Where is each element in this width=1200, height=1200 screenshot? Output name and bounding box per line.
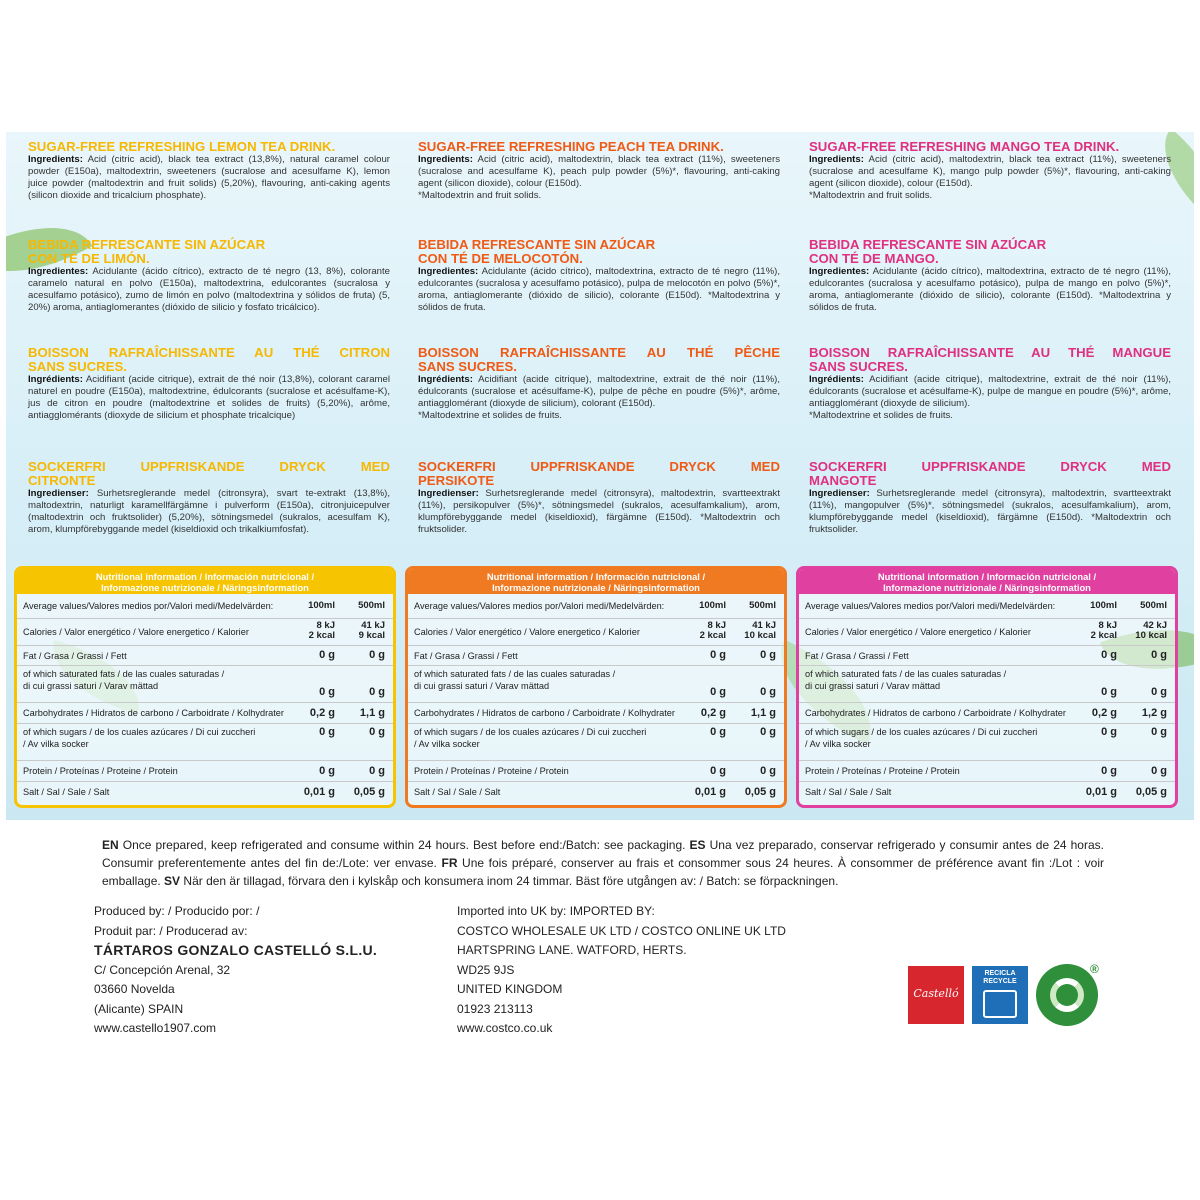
lemon-title-fr: BOISSON RAFRAÎCHISSANTE AU THÉ CITRON	[28, 345, 390, 360]
lemon-title-fr-2: SANS SUCRES.	[28, 359, 127, 374]
value-500ml: 0 g	[369, 649, 385, 661]
value-500ml: 500ml	[749, 599, 776, 611]
nutrient-label-line: / Av vilka socker	[23, 739, 89, 749]
producer-info	[94, 902, 444, 1039]
protein-row	[799, 761, 1175, 782]
value-100ml: 0 g	[319, 649, 335, 661]
nutrition-table-header	[408, 569, 784, 594]
nutrition-table-header	[17, 569, 393, 594]
value-500ml: 1,2 g	[1141, 706, 1167, 719]
peach-en-block	[418, 140, 780, 206]
importer-label: Imported into UK by: IMPORTED BY:	[457, 904, 655, 918]
peach-title-es-2: CON TÉ DE MELOCOTÓN.	[418, 251, 583, 266]
importer-phone: 01923 213113	[457, 1001, 533, 1016]
nutrient-label	[414, 668, 684, 692]
fat-row	[799, 646, 1175, 666]
recycle-label-1: RECICLA	[984, 970, 1016, 977]
nutrient-label-line: Fat / Grasa / Grassi / Fett	[414, 650, 518, 661]
nutrient-label-line: Salt / Sal / Sale / Salt	[805, 787, 892, 797]
nutrient-label-line: of which saturated fats / de las cuales saturadas /	[414, 669, 616, 679]
energy-100ml	[680, 621, 726, 641]
avg-row	[17, 594, 393, 619]
lemon-ingredients-sv: Ingredienser: Surhetsreglerande medel (citronsyra), svart te-extrakt (13,8%), maltodextrin, naturligt karamellfärgämne i pulverform (E150a), citronjuicepulver (maltodextrin och fruktsolider) (5,20%), sötningsmedel (sukralos, acesulfam K), arom, klumpförebyggande medel (kiseldioxid och trikalkiumfosfat).	[28, 488, 390, 535]
value-500ml: 0 g	[1151, 649, 1167, 661]
recycle-label-2: RECYCLE	[983, 978, 1017, 985]
lemon-sv-block	[28, 460, 390, 540]
energy-kcal: 9 kcal	[358, 630, 385, 641]
mango-nutrition-table	[796, 566, 1178, 808]
nutrient-label	[23, 786, 293, 798]
lemon-title-es: BEBIDA REFRESCANTE SIN AZÚCAR	[28, 237, 266, 252]
energy-kcal: 10 kcal	[744, 630, 776, 641]
nutrient-label	[805, 786, 1075, 798]
value-500ml: 0 g	[369, 764, 385, 777]
producer-address-2: 03660 Novelda	[94, 982, 175, 996]
nutrient-label	[23, 626, 293, 638]
nutrient-label-line: di cui grassi saturi / Varav mättad	[23, 681, 159, 691]
lemon-title-sv: SOCKERFRI UPPFRISKANDE DRYCK MED	[28, 459, 390, 474]
value-100ml: 0,2 g	[1091, 706, 1117, 719]
value-100ml: 0,01 g	[1085, 785, 1117, 798]
energy-kj: 41 kJ	[361, 620, 385, 631]
storage-text-fr: Une fois préparé, conserver au frais et consommer sous 24 heures. À consommer de préférence avant fin :/Lot : voir emballage.	[102, 856, 1104, 888]
producer-address-3: (Alicante) SPAIN	[94, 1001, 184, 1016]
nutrient-label-line: Calories / Valor energético / Valore energetico / Kalorier	[805, 627, 1031, 637]
mango-title-es-2: CON TÉ DE MANGO.	[809, 251, 939, 266]
nutrition-header-line-1: Nutritional information / Información nutricional /	[95, 571, 315, 582]
nutrient-label	[414, 626, 684, 638]
lang-code-fr: FR	[441, 856, 458, 870]
protein-row	[408, 761, 784, 782]
nutrition-header-line-1: Nutritional information / Información nutricional /	[486, 571, 706, 582]
mango-note-fr: *Maltodextrine et solides de fruits.	[809, 410, 953, 421]
avg-row	[408, 594, 784, 619]
value-100ml: 0 g	[1101, 726, 1117, 738]
peach-sv-block	[418, 460, 780, 540]
nutrient-label-line: Calories / Valor energético / Valore energetico / Kalorier	[23, 627, 249, 637]
peach-note-fr: *Maltodextrine et solides de fruits.	[418, 410, 562, 421]
recycle-logo	[972, 966, 1028, 1024]
lemon-ingredients-es: Ingredientes: Acidulante (ácido cítrico), extracto de té negro (13, 8%), colorante caramelo natural en polvo (E150a), maltodextrina, edulcorantes (sucralosa y acesulfamo potásico), zumo de limón en polvo (maltodextrina y sólidos de fruta) (5, 20%) aroma, antiaglomerantes (dióxido de silicio y fosfato tricálcico).	[28, 266, 390, 313]
nutrient-label-line: Fat / Grasa / Grassi / Fett	[805, 650, 909, 661]
value-100ml: 0 g	[710, 686, 726, 698]
nutrient-label	[414, 786, 684, 798]
nutrient-label	[414, 650, 684, 662]
storage-instructions	[102, 836, 1104, 890]
carbohydrates-row	[17, 703, 393, 724]
saturated-row	[799, 666, 1175, 703]
mango-ingredients-sv: Ingredienser: Surhetsreglerande medel (citronsyra), maltodextrin, svartteextrakt (11%), mangopulver (5%)*, sötningsmedel (sukralos, acesulfamkalium), arom, klumpförebyggande medel (kiseldioxid), färgämne (E150d). *Maltodextrin och fruktsolider.	[809, 488, 1171, 535]
energy-kj: 42 kJ	[1143, 620, 1167, 631]
value-500ml: 0,05 g	[353, 785, 385, 798]
value-500ml: 0 g	[369, 726, 385, 738]
nutrition-header-line-1: Nutritional information / Información nutricional /	[877, 571, 1097, 582]
lemon-es-block	[28, 238, 390, 318]
value-100ml: 0 g	[1101, 649, 1117, 661]
nutrient-label-line: Average values/Valores medios por/Valori medi/Medelvärden:	[805, 601, 1056, 611]
lemon-title-en: SUGAR-FREE REFRESHING LEMON TEA DRINK.	[28, 139, 336, 154]
lemon-nutrition-table	[14, 566, 396, 808]
nutrient-label-line: / Av vilka socker	[805, 739, 871, 749]
peach-title-sv: SOCKERFRI UPPFRISKANDE DRYCK MED	[418, 459, 780, 474]
importer-info	[457, 902, 837, 1039]
storage-text-es: Una vez preparado, conservar refrigerado y consumir antes de 24 horas. Consumir preferentemente antes del fin de:/Lote: ver envase.	[102, 838, 1104, 870]
mango-ingredients-fr: Ingrédients: Acidifiant (acide citrique), maltodextrine, extrait de thé noir (11%), édulcorants (sucralose et acésulfame-K), pulpe de mangue en poudre (5%)*, arôme, antiagglomérant (dioxyde de silicium).	[809, 374, 1171, 409]
nutrient-label-line: Carbohydrates / Hidratos de carbono / Carboidrate / Kolhydrater	[23, 708, 284, 718]
value-500ml: 0,05 g	[1135, 785, 1167, 798]
salt-row	[17, 782, 393, 802]
mango-title-es: BEBIDA REFRESCANTE SIN AZÚCAR	[809, 237, 1047, 252]
mango-fr-block	[809, 346, 1171, 426]
nutrient-label	[23, 650, 293, 662]
value-500ml: 0 g	[1151, 764, 1167, 777]
saturated-row	[408, 666, 784, 703]
value-100ml: 0 g	[710, 764, 726, 777]
peach-ingredients-fr: Ingrédients: Acidifiant (acide citrique), maltodextrine, extrait de thé noir (11%), édulcorants (sucralose et acésulfame-K), pulpe de pêche en poudre (5%)*, arôme, antiagglomérant (dioxyde de silicium), colorant (E150d).	[418, 374, 780, 409]
lemon-title-sv-2: CITRONTE	[28, 473, 96, 488]
mango-ingredients-en: Ingredients: Acid (citric acid), maltodextrin, black tea extract (11%), sweeteners (sucralose and acesulfame K), mango pulp powder (5%)*, flavouring, anti-caking agent (silicon dioxide), colour (E150d).	[809, 154, 1171, 189]
nutrient-label-line: Salt / Sal / Sale / Salt	[414, 787, 501, 797]
peach-title-fr-2: SANS SUCRES.	[418, 359, 517, 374]
lang-code-en: EN	[102, 838, 119, 852]
nutrient-label-line: Calories / Valor energético / Valore energetico / Kalorier	[414, 627, 640, 637]
lemon-ingredients-en: Ingredients: Acid (citric acid), black tea extract (13,8%), natural caramel colour powder (E150a), maltodextrin, sweeteners (sucralose and acesulfame K), lemon juice powder (maltodextrin and fruit solids) (5,20%), flavouring, anti-caking agents (silicon dioxide and tricalcium phosphate).	[28, 154, 390, 201]
energy-500ml	[728, 621, 776, 641]
lemon-fr-block	[28, 346, 390, 426]
nutrient-label-line: of which sugars / de los cuales azúcares / Di cui zuccheri	[23, 727, 256, 737]
nutrition-header-line-2: Informazione nutrizionale / Näringsinformation	[883, 581, 1091, 593]
energy-500ml	[1119, 621, 1167, 641]
value-500ml: 1,1 g	[750, 706, 776, 719]
mango-es-block	[809, 238, 1171, 318]
lemon-ingredients-fr: Ingrédients: Acidifiant (acide citrique), extrait de thé noir (13,8%), colorant caramel naturel en poudre (E150a), maltodextrine, édulcorants (sucralose et acésulfame-K), jus de citron en poudre (maltodextrine et solides de fruits) (5,20%), arôme, antiagglomérants (dioxyde de silicium et phosphate tricalcique)	[28, 374, 390, 421]
nutrient-label	[805, 600, 1075, 612]
mango-title-sv: SOCKERFRI UPPFRISKANDE DRYCK MED	[809, 459, 1171, 474]
nutrient-label	[805, 707, 1075, 719]
nutrient-label-line: of which sugars / de los cuales azúcares / Di cui zuccheri	[414, 727, 647, 737]
mango-title-fr: BOISSON RAFRAÎCHISSANTE AU THÉ MANGUE	[809, 345, 1171, 360]
registered-mark: ®	[1090, 962, 1099, 976]
avg-row	[799, 594, 1175, 619]
storage-text-sv: När den är tillagad, förvara den i kylskåp och konsumera inom 24 timmar. Bäst före utgången av: / Batch: se förpackningen.	[180, 874, 839, 888]
mango-en-block	[809, 140, 1171, 206]
value-100ml: 0 g	[319, 686, 335, 698]
value-100ml: 0,01 g	[303, 785, 335, 798]
value-100ml: 0,2 g	[700, 706, 726, 719]
mango-ingredients-es: Ingredientes: Acidulante (ácido cítrico), maltodextrina, extracto de té negro (11%), edulcorantes (sucralosa y acesulfamo potásico), pulpa de mango en polvo (5%)*, aroma, antiaglomerante (dióxido de silicio), colorante (E150d). *Maltodextrina y sólidos de fruta.	[809, 266, 1171, 313]
carbohydrates-row	[799, 703, 1175, 724]
salt-row	[799, 782, 1175, 802]
energy-kcal: 2 kcal	[699, 630, 726, 641]
energy-kj: 41 kJ	[752, 620, 776, 631]
nutrition-table-header	[799, 569, 1175, 594]
peach-title-en: SUGAR-FREE REFRESHING PEACH TEA DRINK.	[418, 139, 724, 154]
lemon-title-es-2: CON TÉ DE LIMÓN.	[28, 251, 150, 266]
nutrient-label-line: Carbohydrates / Hidratos de carbono / Carboidrate / Kolhydrater	[805, 708, 1066, 718]
energy-500ml	[337, 621, 385, 641]
nutrient-label	[805, 668, 1075, 692]
nutrient-label	[414, 707, 684, 719]
value-500ml: 0,05 g	[744, 785, 776, 798]
nutrient-label-line: Protein / Proteínas / Proteine / Protein	[414, 766, 569, 776]
energy-kj: 8 kJ	[316, 620, 335, 631]
value-500ml: 500ml	[1140, 599, 1167, 611]
mango-note-en: *Maltodextrin and fruit solids.	[809, 190, 933, 201]
sugars-row	[408, 724, 784, 761]
value-500ml: 0 g	[760, 726, 776, 738]
nutrient-label-line: Fat / Grasa / Grassi / Fett	[23, 650, 127, 661]
nutrient-label-line: / Av vilka socker	[414, 739, 480, 749]
nutrient-label	[23, 668, 293, 692]
peach-es-block	[418, 238, 780, 318]
nutrient-label-line: Average values/Valores medios por/Valori medi/Medelvärden:	[23, 601, 274, 611]
producer-label-2: Produit par: / Producerad av:	[94, 923, 248, 938]
mango-sv-block	[809, 460, 1171, 540]
producer-website: www.castello1907.com	[94, 1021, 217, 1035]
nutrient-label	[23, 600, 293, 612]
nutrient-label	[23, 726, 293, 750]
nutrient-label-line: of which saturated fats / de las cuales saturadas /	[23, 669, 225, 679]
value-500ml: 0 g	[369, 686, 385, 698]
value-500ml: 0 g	[760, 686, 776, 698]
castello-logo: Castelló	[908, 966, 964, 1024]
nutrient-label	[414, 765, 684, 777]
mango-title-fr-2: SANS SUCRES.	[809, 359, 908, 374]
nutrient-label	[805, 765, 1075, 777]
nutrient-label-line: of which saturated fats / de las cuales saturadas /	[805, 669, 1007, 679]
value-100ml: 100ml	[699, 599, 726, 611]
value-500ml: 1,1 g	[359, 706, 385, 719]
nutrient-label	[23, 765, 293, 777]
producer-name: TÁRTAROS GONZALO CASTELLÓ S.L.U.	[94, 942, 378, 958]
mango-title-en: SUGAR-FREE REFRESHING MANGO TEA DRINK.	[809, 139, 1120, 154]
energy-kcal: 2 kcal	[308, 630, 335, 641]
value-500ml: 0 g	[760, 649, 776, 661]
nutrient-label	[805, 650, 1075, 662]
nutrient-label	[414, 726, 684, 750]
peach-note-en: *Maltodextrin and fruit solids.	[418, 190, 542, 201]
energy-kj: 8 kJ	[1098, 620, 1117, 631]
nutrient-label-line: di cui grassi saturi / Varav mättad	[805, 681, 941, 691]
value-500ml: 0 g	[1151, 726, 1167, 738]
lemon-en-block	[28, 140, 390, 206]
lang-code-sv: SV	[164, 874, 181, 888]
value-100ml: 0 g	[319, 726, 335, 738]
value-500ml: 0 g	[760, 764, 776, 777]
energy-100ml	[289, 621, 335, 641]
peach-title-sv-2: PERSIKOTE	[418, 473, 495, 488]
value-100ml: 0 g	[710, 726, 726, 738]
nutrition-header-line-2: Informazione nutrizionale / Näringsinformation	[101, 581, 309, 593]
nutrition-header-line-2: Informazione nutrizionale / Näringsinformation	[492, 581, 700, 593]
energy-kcal: 10 kcal	[1135, 630, 1167, 641]
value-100ml: 0,2 g	[309, 706, 335, 719]
lang-code-es: ES	[689, 838, 706, 852]
energy-kj: 8 kJ	[707, 620, 726, 631]
peach-ingredients-es: Ingredientes: Acidulante (ácido cítrico), maltodextrina, extracto de té negro (11%), edulcorantes (sucralosa y acesulfamo potásico), pulpa de melocotón en polvo (5%)*, aroma, antiaglomerante (dióxido de silicio), colorante (E150d). *Maltodextrina y sólidos de fruta.	[418, 266, 780, 313]
value-100ml: 0 g	[710, 649, 726, 661]
energy-100ml	[1071, 621, 1117, 641]
recycle-bin-icon	[983, 990, 1017, 1018]
fat-row	[17, 646, 393, 666]
peach-fr-block	[418, 346, 780, 426]
value-100ml: 100ml	[1090, 599, 1117, 611]
nutrient-label	[414, 600, 684, 612]
nutrient-label	[805, 726, 1075, 750]
carbohydrates-row	[408, 703, 784, 724]
peach-ingredients-sv: Ingredienser: Surhetsreglerande medel (citronsyra), maltodextrin, svartteextrakt (11%), persikopulver (5%)*, sötningsmedel (sukralos, acesulfamkalium), arom, klumpförebyggande medel (kiseldioxid), färgämne (E150d). *Maltodextrin och fruktsolider.	[418, 488, 780, 535]
saturated-row	[17, 666, 393, 703]
importer-name: COSTCO WHOLESALE UK LTD / COSTCO ONLINE UK LTD	[457, 923, 786, 938]
peach-nutrition-table	[405, 566, 787, 808]
nutrient-label-line: of which sugars / de los cuales azúcares / Di cui zuccheri	[805, 727, 1038, 737]
nutrient-label-line: di cui grassi saturi / Varav mättad	[414, 681, 550, 691]
importer-website: www.costco.co.uk	[457, 1021, 553, 1035]
mango-title-sv-2: MANGOTE	[809, 473, 877, 488]
value-100ml: 0 g	[1101, 686, 1117, 698]
salt-row	[408, 782, 784, 802]
nutrient-label-line: Protein / Proteínas / Proteine / Protein	[23, 766, 178, 776]
value-100ml: 0 g	[1101, 764, 1117, 777]
fat-row	[408, 646, 784, 666]
nutrient-label-line: Salt / Sal / Sale / Salt	[23, 787, 110, 797]
value-100ml: 100ml	[308, 599, 335, 611]
calories-row	[799, 619, 1175, 646]
storage-text-en: Once prepared, keep refrigerated and consume within 24 hours. Best before end:/Batch: see packaging.	[118, 838, 690, 852]
green-dot-icon	[1036, 964, 1098, 1026]
calories-row	[408, 619, 784, 646]
calories-row	[17, 619, 393, 646]
nutrient-label-line: Protein / Proteínas / Proteine / Protein	[805, 766, 960, 776]
peach-ingredients-en: Ingredients: Acid (citric acid), maltodextrin, black tea extract (11%), sweeteners (sucralose and acesulfame K), peach pulp powder (5%)*, flavouring, anti-caking agent (silicon dioxide), colour (E150d).	[418, 154, 780, 189]
peach-title-es: BEBIDA REFRESCANTE SIN AZÚCAR	[418, 237, 656, 252]
value-500ml: 0 g	[1151, 686, 1167, 698]
energy-kcal: 2 kcal	[1090, 630, 1117, 641]
nutrient-label	[23, 707, 293, 719]
importer-country: UNITED KINGDOM	[457, 982, 563, 996]
nutrient-label-line: Average values/Valores medios por/Valori medi/Medelvärden:	[414, 601, 665, 611]
value-100ml: 0 g	[319, 764, 335, 777]
importer-address-1: HARTSPRING LANE. WATFORD, HERTS.	[457, 943, 687, 957]
sugars-row	[17, 724, 393, 761]
producer-label: Produced by: / Producido por: /	[94, 904, 260, 918]
sugars-row	[799, 724, 1175, 761]
peach-title-fr: BOISSON RAFRAÎCHISSANTE AU THÉ PÊCHE	[418, 345, 780, 360]
producer-address-1: C/ Concepción Arenal, 32	[94, 962, 231, 977]
nutrient-label-line: Carbohydrates / Hidratos de carbono / Carboidrate / Kolhydrater	[414, 708, 675, 718]
protein-row	[17, 761, 393, 782]
value-100ml: 0,01 g	[694, 785, 726, 798]
value-500ml: 500ml	[358, 599, 385, 611]
nutrient-label	[805, 626, 1075, 638]
importer-postcode: WD25 9JS	[457, 962, 515, 977]
